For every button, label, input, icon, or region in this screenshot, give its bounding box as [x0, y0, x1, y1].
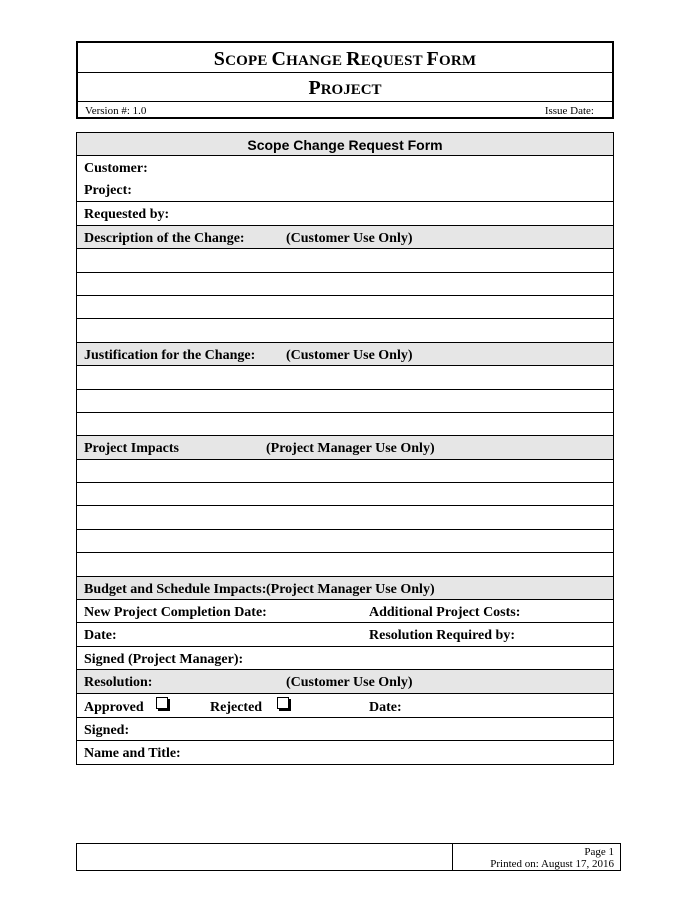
requested-by-label: Requested by:: [84, 207, 170, 223]
customer-project-row[interactable]: [77, 156, 613, 202]
signed-pm-row[interactable]: [77, 647, 613, 670]
footer-divider: [452, 844, 453, 870]
approval-row: [77, 694, 613, 718]
budget-label: Budget and Schedule Impacts:: [84, 581, 267, 597]
additional-costs-label: Additional Project Costs:: [369, 605, 521, 621]
description-section-header: [77, 226, 613, 249]
justification-line[interactable]: [77, 390, 613, 413]
project-title: PROJECT: [308, 77, 382, 99]
customer-label: Customer:: [84, 161, 148, 177]
justification-line[interactable]: [77, 413, 613, 436]
pm-use-only-note: (Project Manager Use Only): [266, 581, 435, 597]
customer-use-only-note: (Customer Use Only): [286, 675, 413, 691]
date-label: Date:: [84, 628, 117, 644]
form-heading-row: [77, 133, 613, 156]
page-footer: [76, 843, 621, 871]
version-label: Version #: 1.0: [85, 105, 147, 117]
justification-section-header: [77, 343, 613, 366]
rejected-label: Rejected: [210, 699, 263, 715]
resolution-required-by-label: Resolution Required by:: [369, 628, 515, 644]
pm-use-only-note: (Project Manager Use Only): [266, 441, 435, 457]
signed-label: Signed:: [84, 722, 130, 738]
form-heading: Scope Change Request Form: [247, 137, 443, 153]
date-resolution-row[interactable]: [77, 623, 613, 646]
document-title: SCOPE CHANGE REQUEST FORM: [213, 48, 477, 70]
description-line[interactable]: [77, 296, 613, 319]
project-impacts-line[interactable]: [77, 460, 613, 483]
requested-by-row[interactable]: [77, 202, 613, 225]
description-line[interactable]: [77, 273, 613, 296]
scope-change-form-table: [76, 132, 614, 765]
name-title-label: Name and Title:: [84, 745, 181, 761]
project-impacts-line[interactable]: [77, 483, 613, 506]
printed-date: Printed on: August 17, 2016: [490, 858, 614, 870]
customer-use-only-note: (Customer Use Only): [286, 347, 413, 363]
signed-pm-label: Signed (Project Manager):: [84, 651, 244, 667]
document-header: [76, 41, 614, 119]
resolution-label: Resolution:: [84, 675, 153, 691]
header-divider: [78, 72, 612, 73]
customer-use-only-note: (Customer Use Only): [286, 230, 413, 246]
project-impacts-line[interactable]: [77, 530, 613, 553]
project-impacts-section-header: [77, 436, 613, 459]
header-divider: [78, 101, 612, 102]
project-impacts-label: Project Impacts: [84, 441, 179, 457]
description-line[interactable]: [77, 319, 613, 342]
project-impacts-line[interactable]: [77, 553, 613, 576]
project-impacts-line[interactable]: [77, 506, 613, 529]
rejected-checkbox[interactable]: [277, 697, 289, 713]
description-line[interactable]: [77, 249, 613, 272]
completion-cost-row[interactable]: [77, 600, 613, 623]
name-title-row[interactable]: [77, 741, 613, 764]
justification-line[interactable]: [77, 366, 613, 389]
project-label: Project:: [84, 183, 132, 199]
approved-label: Approved: [84, 699, 144, 715]
resolution-section-header: [77, 670, 613, 693]
description-label: Description of the Change:: [84, 230, 245, 246]
budget-section-header: [77, 577, 613, 600]
page-number: Page 1: [584, 846, 614, 858]
new-completion-date-label: New Project Completion Date:: [84, 605, 267, 621]
justification-label: Justification for the Change:: [84, 347, 256, 363]
approved-checkbox[interactable]: [156, 697, 168, 713]
issue-date-label: Issue Date:: [544, 105, 594, 117]
resolution-date-label: Date:: [369, 699, 402, 715]
signed-row[interactable]: [77, 718, 613, 741]
